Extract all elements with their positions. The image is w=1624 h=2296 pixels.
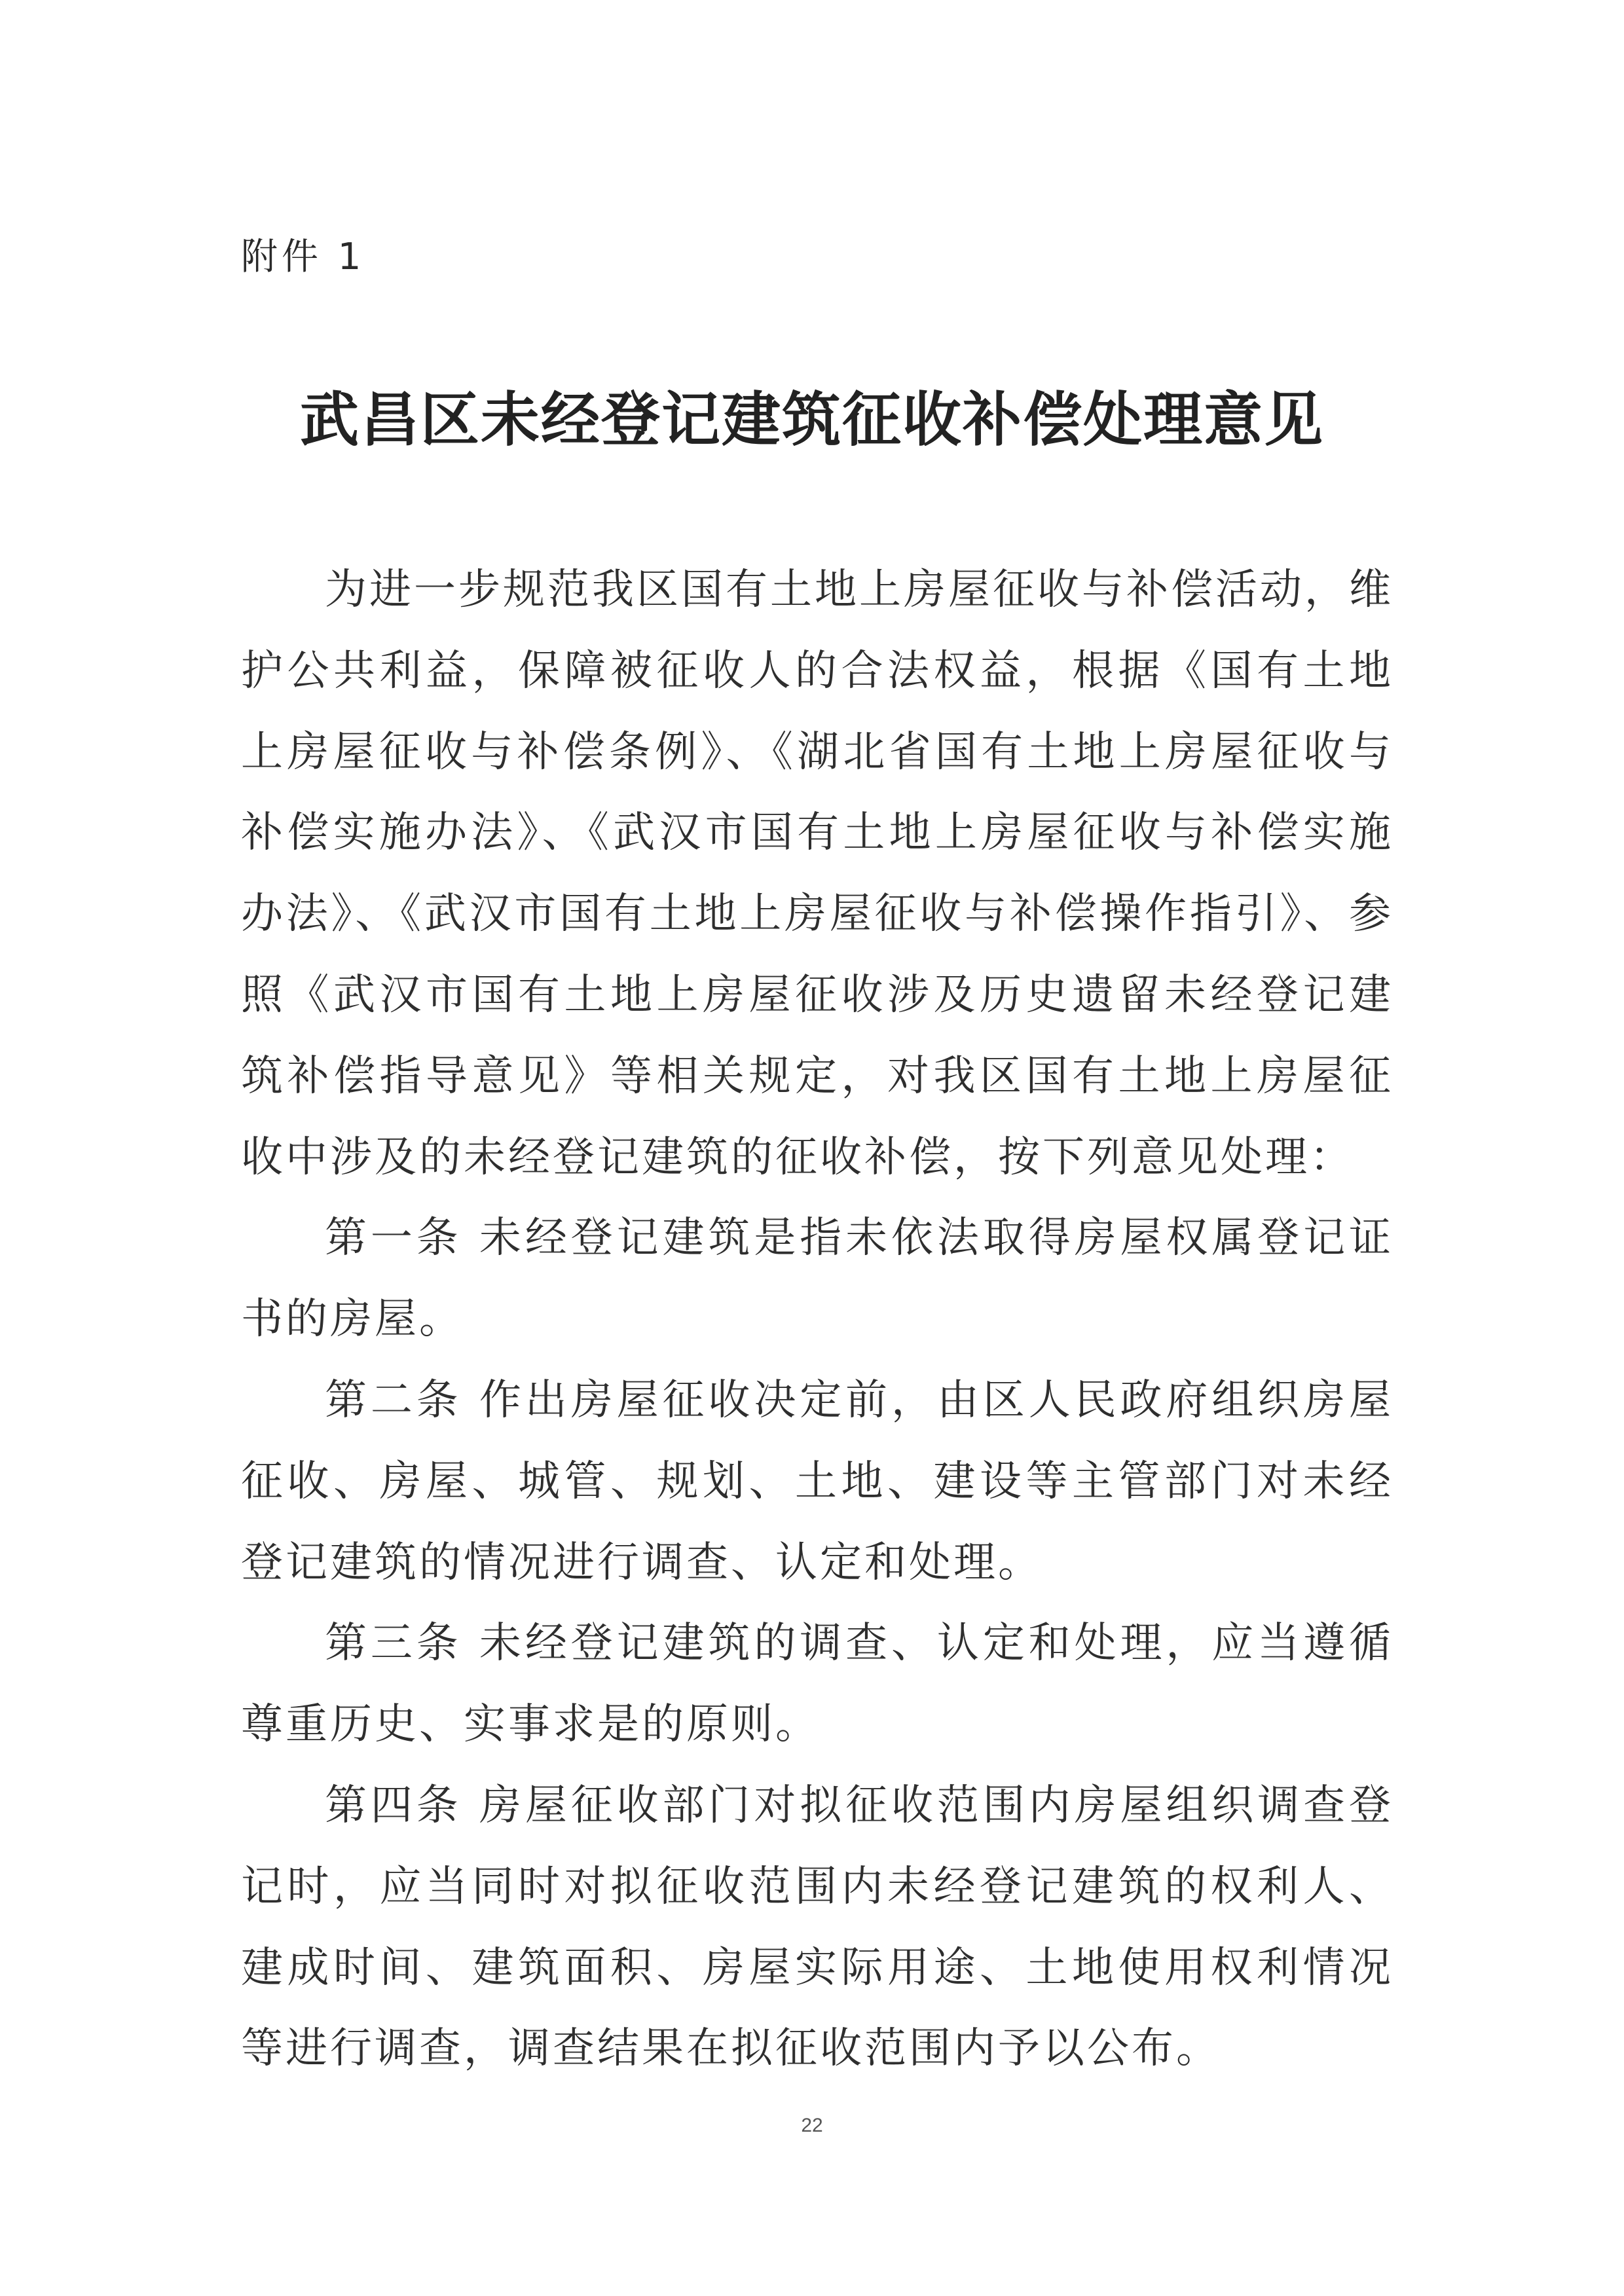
article-2-paragraph: 第二条 作出房屋征收决定前，由区人民政府组织房屋征收、房屋、城管、规划、土地、建设等主管部门对未经登记建筑的情况进行调查、认定和处理。 [241,1376,1393,1587]
preamble-paragraph: 为进一步规范我区国有土地上房屋征收与补偿活动，维护公共利益，保障被征收人的合法权益，根据《国有土地上房屋征收与补偿条例》、《湖北省国有土地上房屋征收与补偿实施办法》、《武汉市国有土地上房屋征收与补偿实施办法》、《武汉市国有土地上房屋征收与补偿操作指引》、参照《武汉市国有土地上房屋征收涉及历史遗留未经登记建筑补偿指导意见》等相关规定，对我区国有土地上房屋征收中涉及的未经登记建筑的征收补偿，按下列意见处理： [241,566,1393,1182]
article-1-paragraph: 第一条 未经登记建筑是指未依法取得房屋权属登记证书的房屋。 [241,1214,1393,1344]
document-body [241,550,1393,2090]
article-4-paragraph: 第四条 房屋征收部门对拟征收范围内房屋组织调查登记时，应当同时对拟征收范围内未经登记建筑的权利人、建成时间、建筑面积、房屋实际用途、土地使用权利情况等进行调查，调查结果在拟征收范围内予以公布。 [241,1781,1393,2073]
article-3-paragraph: 第三条 未经登记建筑的调查、认定和处理，应当遵循尊重历史、实事求是的原则。 [241,1619,1393,1749]
page-number: 22 [801,2115,823,2136]
document-title: 武昌区未经登记建筑征收补偿处理意见 [300,386,1324,454]
attachment-label: 附件 1 [241,236,365,278]
